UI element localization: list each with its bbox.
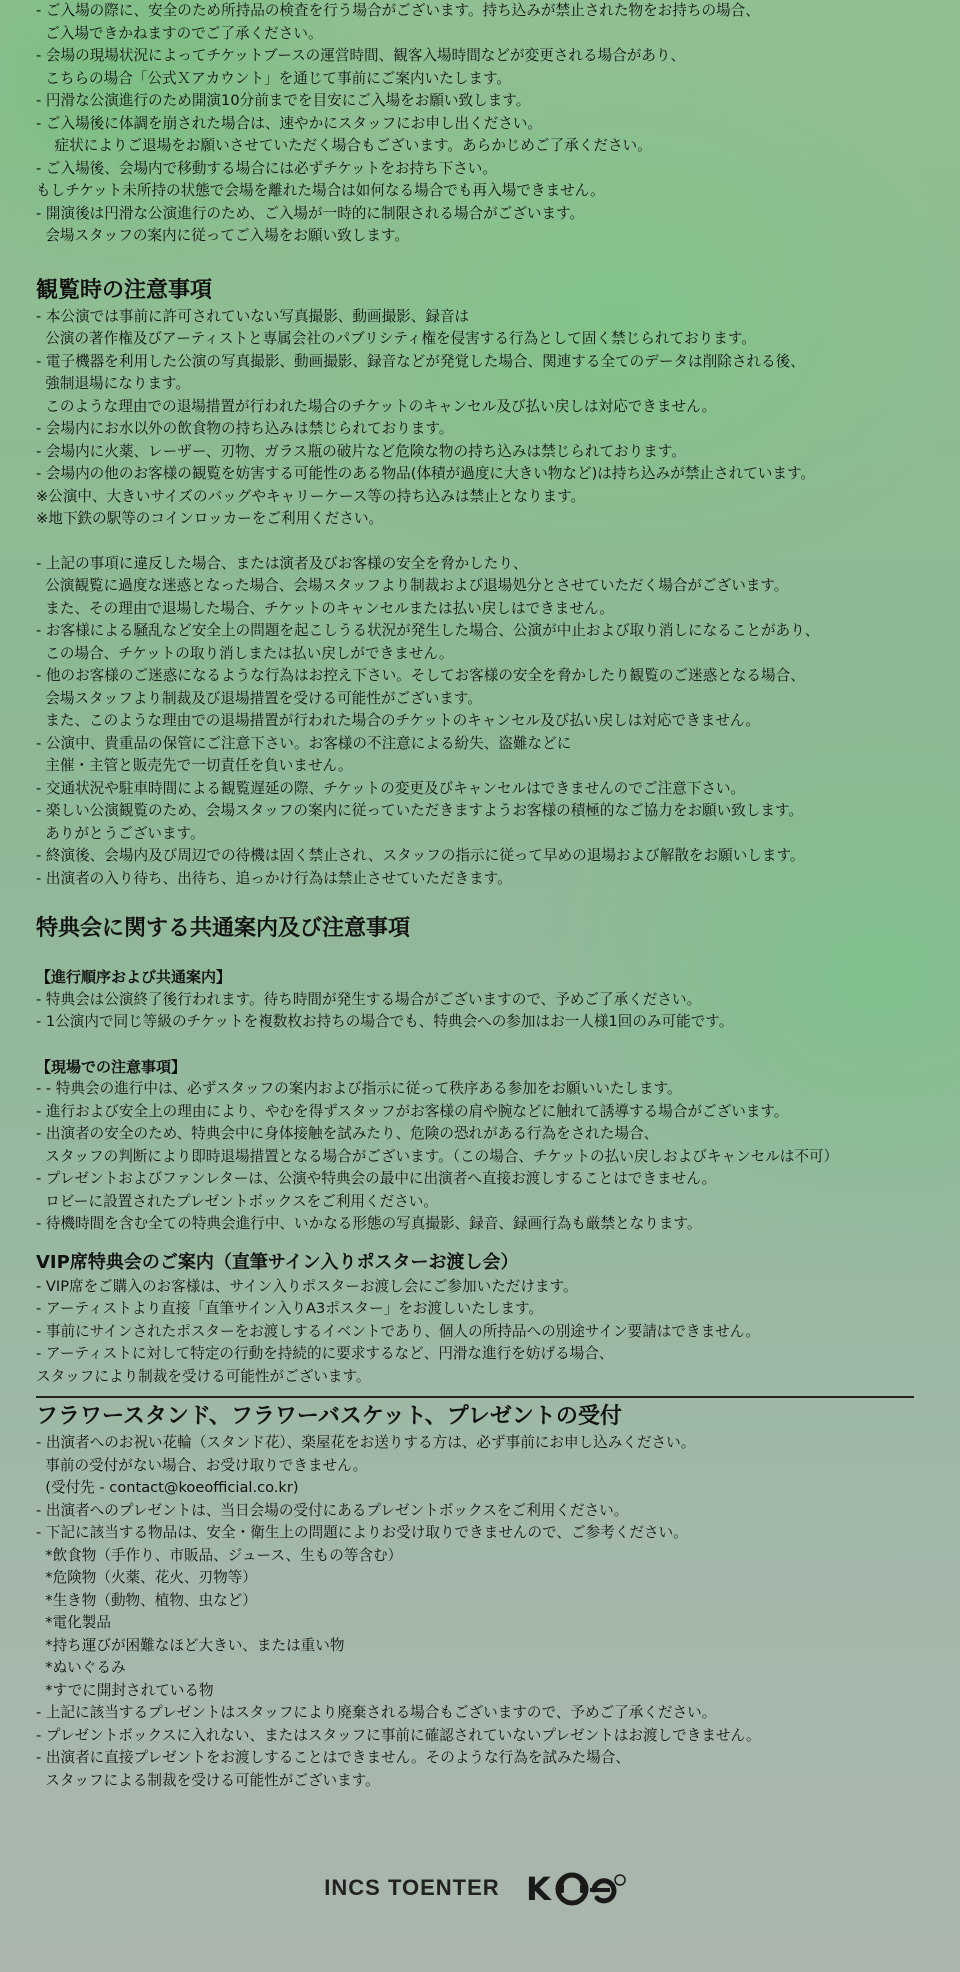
text-line: ※公演中、大きいサイズのバッグやキャリーケース等の持ち込みは禁止となります。 <box>36 487 586 505</box>
text-line: - - 特典会の進行中は、必ずスタッフの案内および指示に従って秩序ある参加をお願いいたします。 <box>36 1080 682 1097</box>
text-line: - 待機時間を含む全ての特典会進行中、いかなる形態の写真撮影、録音、録画行為も厳禁となります。 <box>36 1215 702 1232</box>
text-line: こちらの場合「公式Ｘアカウント」を通じて事前にご案内いたします。 <box>36 69 511 87</box>
text-line: - ご入場後、会場内で移動する場合には必ずチケットをお持ち下さい。 <box>36 159 498 177</box>
text-line: - 楽しい公演観覧のため、会場スタッフの案内に従っていただきますようお客様の積極的なご協力をお願い致します。 <box>36 802 804 819</box>
text-line: ありがとうございます。 <box>36 824 205 842</box>
text-line: - 特典会は公演終了後行われます。待ち時間が発生する場合がございますので、予めご了承ください。 <box>36 990 702 1008</box>
text-line: また、このような理由での退場措置が行われた場合のチケットのキャンセル及び払い戻しは対応できません。 <box>36 712 760 729</box>
event-title: 特典会に関する共通案内及び注意事項 <box>36 916 411 941</box>
text-line: - 進行および安全上の理由により、やむを得ずスタッフがお客様の肩や腕などに触れて誘導する場合がございます。 <box>36 1102 789 1120</box>
event-site-lines <box>36 1078 924 1236</box>
text-line: 事前の受付がない場合、お受け取りできません。 <box>36 1456 368 1474</box>
text-line: *持ち運びが困難なほど大きい、または重い物 <box>36 1636 345 1654</box>
footer-brand: INCS TOENTER <box>324 1875 500 1900</box>
text-line: - アーティストに対して特定の行動を持続的に要求するなど、円滑な進行を妨げる場合、 <box>36 1345 614 1362</box>
text-line: スタッフの判断により即時退場措置となる場合がございます。（この場合、チケットの払い戻しおよびキャンセルは不可） <box>36 1147 839 1165</box>
text-line: (受付先 - contact@koeofficial.co.kr) <box>36 1479 299 1496</box>
text-line: このような理由での退場措置が行われた場合のチケットのキャンセル及び払い戻しは対応できません。 <box>36 397 717 415</box>
text-line: 公演観覧に過度な迷惑となった場合、会場スタッフより制裁および退場処分とさせていただく場合がございます。 <box>36 577 789 594</box>
text-line: 会場スタッフの案内に従ってご入場をお願い致します。 <box>36 227 409 244</box>
text-line: - アーティストより直接「直筆サイン入りA3ポスター」をお渡しいたします。 <box>36 1300 543 1317</box>
text-line: スタッフによる制裁を受ける可能性がございます。 <box>36 1771 380 1789</box>
text-line: - 上記に該当するプレゼントはスタッフにより廃棄される場合もございますので、予めご了承ください。 <box>36 1704 717 1721</box>
text-line: - 会場内の他のお客様の観覧を妨害する可能性のある物品(体積が過度に大きい物など)は持ち込みが禁止されています。 <box>36 465 816 482</box>
event-site-title: 【現場での注意事項】 <box>36 1057 187 1076</box>
text-line: - 出演者へのお祝い花輪（スタンド花）、楽屋花をお送りする方は、必ず事前にお申し込みください。 <box>36 1434 696 1451</box>
text-line: - ご入場後に体調を崩された場合は、速やかにスタッフにお申し出ください。 <box>36 114 543 132</box>
text-line: 症状によりご退場をお願いさせていただく場合もございます。あらかじめご了承ください。 <box>36 137 652 154</box>
intro-lines <box>36 0 924 248</box>
text-line: - VIP席をご購入のお客様は、サイン入りポスターお渡し会にご参加いただけます。 <box>36 1277 578 1295</box>
text-line: - 交通状況や駐車時間による観覧遅延の際、チケットの変更及びキャンセルはできませんのでご注意下さい。 <box>36 779 746 797</box>
text-line: - ご入場の際に、安全のため所持品の検査を行う場合がございます。持ち込みが禁止された物をお持ちの場合、 <box>36 2 760 19</box>
viewing-lines <box>36 306 924 531</box>
text-line: - 会場内にお水以外の飲食物の持ち込みは禁じられております。 <box>36 420 454 437</box>
text-line: 主催・主管と販売先で一切責任を負いません。 <box>36 757 353 774</box>
text-line: - 1公演内で同じ等級のチケットを複数枚お持ちの場合でも、特典会への参加はお一人様1回のみ可能です。 <box>36 1013 734 1030</box>
text-line: *すでに開封されている物 <box>36 1681 214 1699</box>
vip-lines <box>36 1276 924 1389</box>
text-line: *飲食物（手作り、市販品、ジュース、生もの等含む） <box>36 1546 403 1564</box>
flower-title: フラワースタンド、フラワーバスケット、プレゼントの受付 <box>36 1404 622 1429</box>
text-line: - 出演者へのプレゼントは、当日会場の受付にあるプレゼントボックスをご利用ください。 <box>36 1501 629 1519</box>
text-line: - 下記に該当する物品は、安全・衛生上の問題によりお受け取りできませんので、ご参考ください。 <box>36 1524 688 1541</box>
koe-logo-icon <box>524 1868 636 1908</box>
text-line: *生き物（動物、植物、虫など） <box>36 1591 257 1609</box>
event-order-title: 【進行順序および共通案内】 <box>36 968 232 986</box>
text-line: また、その理由で退場した場合、チケットのキャンセルまたは払い戻しはできません。 <box>36 599 614 617</box>
text-line: - 電子機器を利用した公演の写真撮影、動画撮影、録音などが発覚した場合、関連する全てのデータは削除される後、 <box>36 352 805 370</box>
event-section <box>36 914 924 1236</box>
text-line: - 円滑な公演進行のため開演10分前までを目安にご入場をお願い致します。 <box>36 92 531 109</box>
vip-section <box>36 1250 924 1389</box>
text-line: - 本公演では事前に許可されていない写真撮影、動画撮影、録音は <box>36 307 470 325</box>
text-line: *電化製品 <box>36 1614 111 1631</box>
event-order-lines <box>36 989 924 1034</box>
text-line: 会場スタッフより制裁及び退場措置を受ける可能性がございます。 <box>36 689 482 707</box>
text-line: この場合、チケットの取り消しまたは払い戻しができません。 <box>36 644 454 662</box>
footer <box>0 1868 960 1908</box>
section-divider <box>36 1396 914 1398</box>
text-line: *危険物（火薬、花火、刃物等） <box>36 1569 257 1586</box>
text-line: ご入場できかねますのでご了承ください。 <box>36 24 323 42</box>
koe-logo-graphic <box>524 1868 636 1908</box>
text-line: - お客様による騒乱など安全上の問題を起こしうる状況が発生した場合、公演が中止および取り消しになることがあり、 <box>36 622 820 639</box>
text-line: ※地下鉄の駅等のコインロッカーをご利用ください。 <box>36 510 384 527</box>
text-line: - 出演者の安全のため、特典会中に身体接触を試みたり、危険の恐れがある行為をされた場合、 <box>36 1125 659 1142</box>
text-line: 強制退場になります。 <box>36 375 191 392</box>
flower-lines <box>36 1432 924 1792</box>
text-line: 公演の著作権及びアーティストと専属会社のパブリシティ権を侵害する行為として固く禁じられております。 <box>36 330 756 347</box>
text-line: - 会場の現場状況によってチケットブースの運営時間、観客入場時間などが変更される場合があり、 <box>36 47 686 64</box>
text-line: スタッフにより制裁を受ける可能性がございます。 <box>36 1367 371 1385</box>
text-line: - 会場内に火薬、レーザー、刃物、ガラス瓶の破片など危険な物の持ち込みは禁じられております。 <box>36 442 686 460</box>
text-line: - 出演者に直接プレゼントをお渡しすることはできません。そのような行為を試みた場合、 <box>36 1749 630 1766</box>
text-line: - 他のお客様のご迷惑になるような行為はお控え下さい。そしてお客様の安全を脅かしたり観覧のご迷惑となる場合、 <box>36 667 805 684</box>
viewing-section <box>36 276 924 891</box>
text-line: - 開演後は円滑な公演進行のため、ご入場が一時的に制限される場合がございます。 <box>36 204 585 222</box>
vip-title: VIP席特典会のご案内（直筆サイン入りポスターお渡し会） <box>36 1251 519 1273</box>
text-line: ロビーに設置されたプレゼントボックスをご利用ください。 <box>36 1192 438 1210</box>
text-line: - 終演後、会場内及び周辺での待機は固く禁止され、スタッフの指示に従って早めの退場および解散をお願いします。 <box>36 847 805 864</box>
text-line: *ぬいぐるみ <box>36 1659 126 1676</box>
viewing-title: 観覧時の注意事項 <box>36 277 213 303</box>
text-line: もしチケット未所持の状態で会場を離れた場合は如何なる場合でも再入場できません。 <box>36 182 605 199</box>
flower-section <box>36 1402 924 1792</box>
viewing-lines-2 <box>36 553 924 891</box>
text-line: - 上記の事項に違反した場合、または演者及びお客様の安全を脅かしたり、 <box>36 554 528 572</box>
text-line: - 事前にサインされたポスターをお渡しするイベントであり、個人の所持品への別途サイン要請はできません。 <box>36 1322 760 1340</box>
text-line: - プレゼントボックスに入れない、またはスタッフに事前に確認されていないプレゼントはお渡しできません。 <box>36 1726 761 1744</box>
intro-section <box>36 0 924 248</box>
text-line: - 公演中、貴重品の保管にご注意下さい。お客様の不注意による紛失、盗難などに <box>36 734 572 752</box>
svg-text:K: K <box>525 1870 551 1908</box>
text-line: - 出演者の入り待ち、出待ち、追っかけ行為は禁止させていただきます。 <box>36 869 512 887</box>
text-line: - プレゼントおよびファンレターは、公演や特典会の最中に出演者へ直接お渡しすることはできません。 <box>36 1170 717 1187</box>
